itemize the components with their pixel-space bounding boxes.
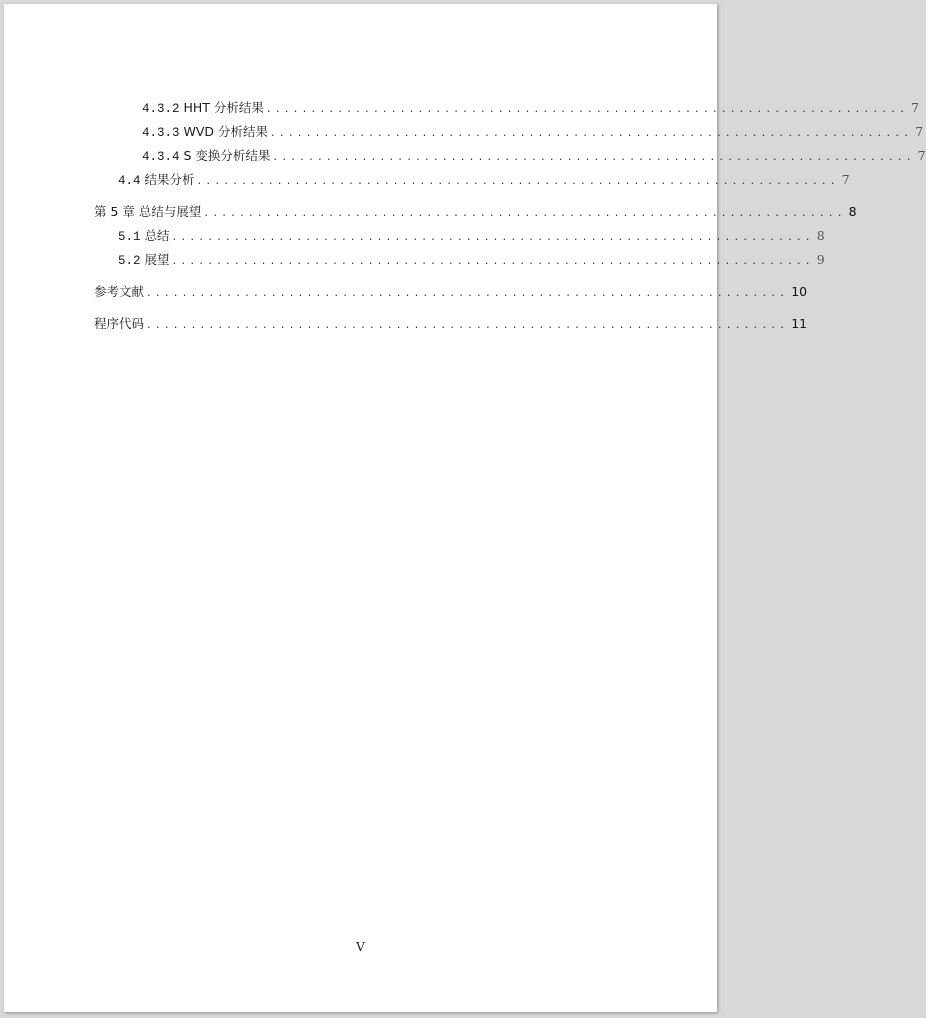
toc-page-number: 7 <box>841 172 850 187</box>
dot-leader: ........................................................................ <box>272 152 915 163</box>
toc-entry-4-3-2[interactable] <box>142 98 920 116</box>
toc-page-number: 10 <box>791 284 808 299</box>
toc-page-number: 7 <box>915 124 924 139</box>
document-page <box>4 4 926 1012</box>
toc-entry-program-code[interactable] <box>94 314 808 332</box>
toc-page-number: 9 <box>816 252 825 267</box>
toc-page-number: 7 <box>917 148 926 163</box>
toc-page-number: 8 <box>816 228 825 243</box>
page-footer-number: V <box>356 940 365 954</box>
toc-title: 程序代码 <box>94 316 145 331</box>
toc-number: 5.2 <box>118 254 141 268</box>
dot-leader: ........................................................................ <box>196 176 839 187</box>
toc-number: 4.3.4 <box>142 150 180 164</box>
toc-entry-4-4[interactable] <box>118 170 850 188</box>
toc-title: 参考文献 <box>94 284 145 299</box>
toc-entry-5-1[interactable] <box>118 226 825 244</box>
toc-number: 第 5 章 <box>94 204 135 219</box>
toc-title: S 变换分析结果 <box>183 148 271 163</box>
toc-entry-4-3-4[interactable] <box>142 146 926 164</box>
toc-number: 4.3.2 <box>142 102 180 116</box>
dot-leader: ........................................................................ <box>146 320 789 331</box>
toc-title: WVD 分析结果 <box>183 124 269 139</box>
dot-leader: ........................................................................ <box>203 208 846 219</box>
dot-leader: ........................................................................ <box>270 128 913 139</box>
toc-number: 4.4 <box>118 174 141 188</box>
dot-leader: ........................................................................ <box>146 288 789 299</box>
dot-leader: ........................................................................ <box>265 104 909 115</box>
toc-entry-4-3-3[interactable] <box>142 122 924 140</box>
toc-number: 4.3.3 <box>142 126 180 140</box>
toc-number: 5.1 <box>118 230 141 244</box>
toc-page-number: 11 <box>791 316 808 331</box>
toc-title: 展望 <box>144 252 170 267</box>
toc-page-number: 7 <box>911 100 920 115</box>
toc-entry-chapter-5[interactable] <box>94 202 857 220</box>
toc-page-number: 8 <box>848 204 857 219</box>
toc-title: HHT 分析结果 <box>183 100 264 115</box>
toc-title: 结果分析 <box>144 172 195 187</box>
toc-title: 总结与展望 <box>138 204 202 219</box>
toc-entry-5-2[interactable] <box>118 250 825 268</box>
dot-leader: ........................................................................ <box>171 232 814 243</box>
toc-title: 总结 <box>144 228 170 243</box>
dot-leader: ........................................................................ <box>171 256 814 267</box>
toc-entry-references[interactable] <box>94 282 808 300</box>
